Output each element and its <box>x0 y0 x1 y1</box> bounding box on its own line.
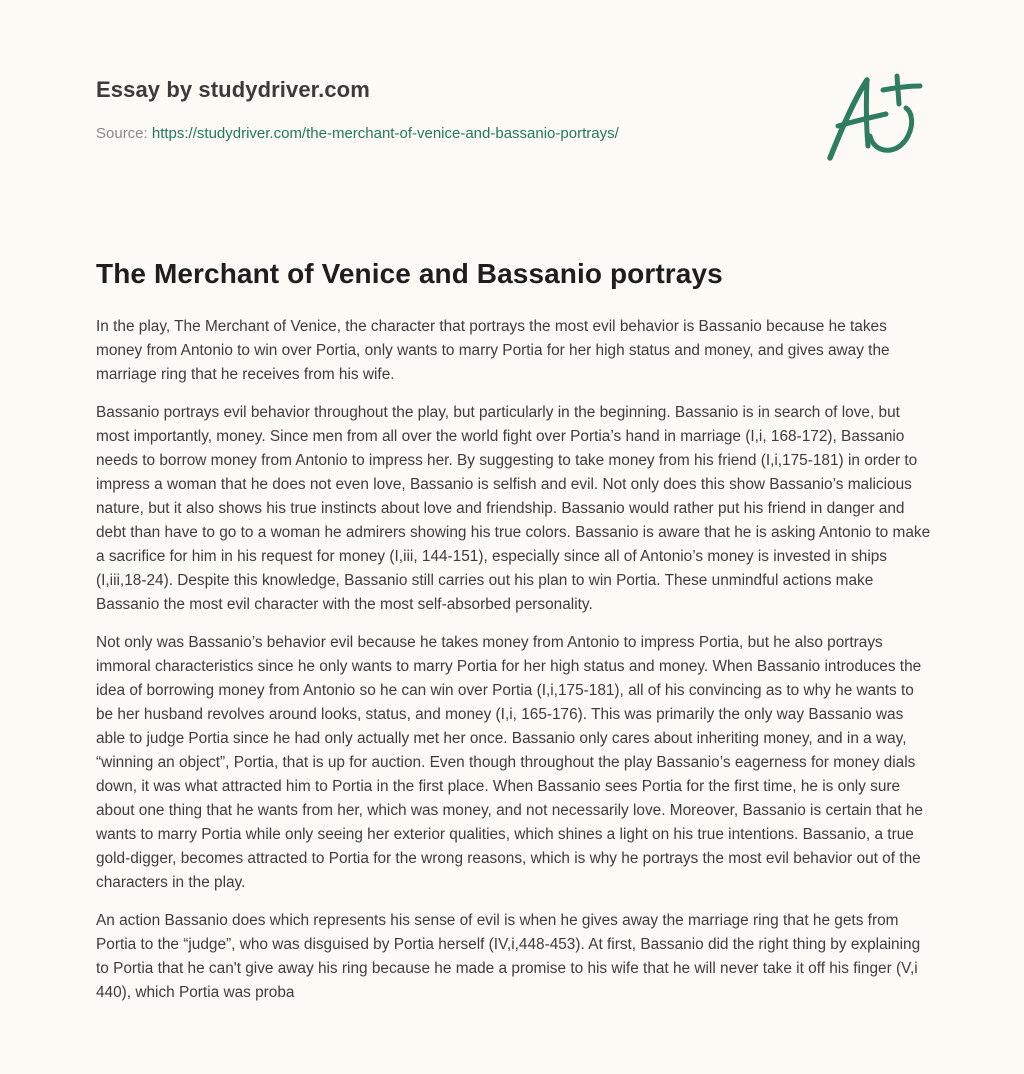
site-title: Essay by studydriver.com <box>96 77 370 102</box>
essay-title: The Merchant of Venice and Bassanio portrays <box>96 258 723 289</box>
source-label: Source: <box>96 125 148 142</box>
essay-paragraph: Bassanio portrays evil behavior throughout the play, but particularly in the beginning. Bassanio is in search of love, but most importantly, money. Since men from all over the world fight over Portia’s hand in marriage (I,i, 168-172), Bassanio needs to borrow money from Antonio to impress her. By suggesting to take money from his friend (I,i,175-181) in order to impress a woman that he does not even love, Bassanio is selfish and evil. Not only does this show Bassanio’s malicious nature, but it also shows his true instincts about love and friendship. Bassanio would rather put his friend in danger and debt than have to go to a woman he admirers showing his true colors. Bassanio is aware that he is asking Antonio to make a sacrifice for him in his request for money (I,iii, 144-151), especially since all of Antonio’s money is invested in ships (I,iii,18-24). Despite this knowledge, Bassanio still carries out his plan to win Portia. These unmindful actions make Bassanio the most evil character with the most self-absorbed personality. <box>96 404 931 613</box>
essay-paragraph: An action Bassanio does which represents his sense of evil is when he gives away the marriage ring that he gets from Portia to the “judge”, who was disguised by Portia herself (IV,i,448-453). At first, Bassanio did the right thing by explaining to Portia that he can't give away his ring because he made a promise to his wife that he will never take it off his finger (V,i 440), which Portia was proba <box>96 912 921 1001</box>
source-line <box>96 124 796 144</box>
essay-paragraph: Not only was Bassanio’s behavior evil because he takes money from Antonio to impress Portia, but he also portrays immoral characteristics since he only wants to marry Portia for her high status and money. When Bassanio introduces the idea of borrowing money from Antonio so he can win over Portia (I,i,175-181), all of his convincing as to why he wants to be her husband revolves around looks, status, and money (I,i, 165-176). This was primarily the only way Bassanio was able to judge Portia since he had only actually met her once. Bassanio only cares about inheriting money, and in a way, “winning an object”, Portia, that is up for auction. Even though throughout the play Bassanio’s eagerness for money dials down, it was what attracted him to Portia in the first place. When Bassanio sees Portia for the first time, he is only sure about one thing that he wants from her, which was money, and not necessarily love. Moreover, Bassanio is certain that he wants to marry Portia while only seeing her exterior qualities, which shines a light on his true intentions. Bassanio, a true gold-digger, becomes attracted to Portia for the wrong reasons, which is why he portrays the most evil behavior out of the characters in the play. <box>96 634 923 891</box>
essay-body <box>96 315 932 1019</box>
source-link[interactable]: https://studydriver.com/the-merchant-of-venice-and-bassanio-portrays/ <box>151 125 619 142</box>
essay-header <box>96 76 796 144</box>
essay-paragraph: In the play, The Merchant of Venice, the character that portrays the most evil behavior is Bassanio because he takes money from Antonio to win over Portia, only wants to marry Portia for her high status and money, and gives away the marriage ring that he receives from his wife. <box>96 318 890 383</box>
a-plus-grade-icon <box>822 66 932 166</box>
